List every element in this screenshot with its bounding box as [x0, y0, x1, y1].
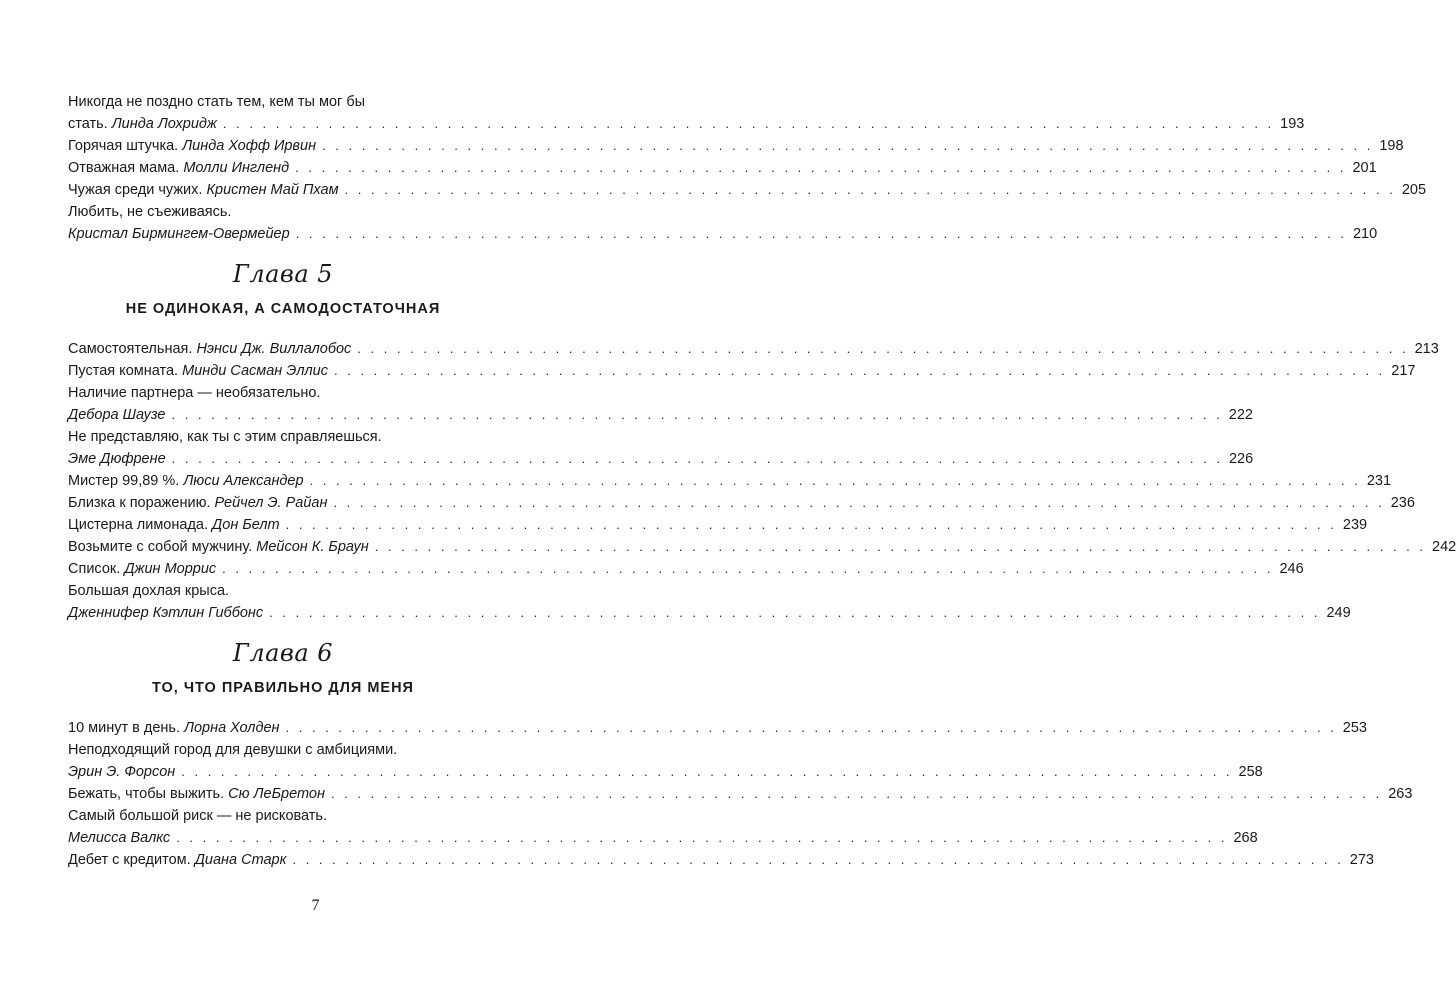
entry-title: Отважная мама.: [68, 160, 180, 176]
entry-line: [68, 492, 1415, 514]
leader-dots: . . . . . . . . . . . . . . . . . . . . . . . . . . . . . . . . . . . . . . . . . . . . . . . . . . . . . . . . . . . . . . . . . . . . . . . . . . . . . . . .: [176, 830, 1228, 845]
toc-entry: [68, 179, 1427, 201]
leader-dots: . . . . . . . . . . . . . . . . . . . . . . . . . . . . . . . . . . . . . . . . . . . . . . . . . . . . . . . . . . . . . . . . . . . . . . . . . . . . . . . .: [334, 363, 1386, 378]
entry-author: Эрин Э. Форсон: [68, 764, 176, 780]
toc-entry: [68, 783, 1413, 805]
leader-dots: . . . . . . . . . . . . . . . . . . . . . . . . . . . . . . . . . . . . . . . . . . . . . . . . . . . . . . . . . . . . . . . . . . . . . . . . . . . . . . . .: [181, 764, 1233, 779]
entry-author: Кристен Май Пхам: [206, 182, 339, 198]
entry-line: [68, 470, 1392, 492]
leader-dots: . . . . . . . . . . . . . . . . . . . . . . . . . . . . . . . . . . . . . . . . . . . . . . . . . . . . . . . . . . . . . . . . . . . . . . . . . . . . . . . .: [285, 517, 1337, 532]
entry-line: [68, 135, 1404, 157]
entry-page: 268: [1233, 830, 1258, 846]
entry-author: Линда Лохридж: [111, 116, 217, 132]
entry-title: Дебет с кредитом.: [68, 852, 191, 868]
entry-page: 226: [1228, 451, 1254, 467]
entry-line: [68, 849, 1374, 871]
entry-author: Мейсон К. Браун: [256, 539, 369, 555]
toc-entry: [68, 382, 1253, 426]
entry-author: Дебора Шаузе: [68, 407, 166, 423]
leader-dots: . . . . . . . . . . . . . . . . . . . . . . . . . . . . . . . . . . . . . . . . . . . . . . . . . . . . . . . . . . . . . . . . . . . . . . . . . . . . . . . .: [322, 138, 1374, 153]
entry-line: [68, 827, 1258, 849]
entry-line: [68, 717, 1367, 739]
entry-page: 253: [1342, 720, 1367, 736]
entry-line: [68, 113, 1305, 135]
entry-title: Горячая штучка.: [68, 138, 179, 154]
entry-author: Кристал Бирмингем-Овермейер: [68, 226, 290, 242]
entry-page: 201: [1352, 160, 1377, 176]
leader-dots: . . . . . . . . . . . . . . . . . . . . . . . . . . . . . . . . . . . . . . . . . . . . . . . . . . . . . . . . . . . . . . . . . . . . . . . . . . . . . . . .: [357, 341, 1409, 356]
entry-line: [68, 157, 1377, 179]
toc-entry: [68, 492, 1415, 514]
toc-page: [68, 91, 1456, 871]
entry-page: 198: [1379, 138, 1404, 154]
entry-page: 193: [1280, 116, 1305, 132]
entry-line: [68, 338, 1439, 360]
toc-entry: [68, 717, 1367, 739]
entry-author: Дон Белт: [212, 517, 280, 533]
leader-dots: . . . . . . . . . . . . . . . . . . . . . . . . . . . . . . . . . . . . . . . . . . . . . . . . . . . . . . . . . . . . . . . . . . . . . . . . . . . . . . . .: [344, 182, 1396, 197]
entry-page: 213: [1414, 341, 1439, 357]
entry-page: 273: [1349, 852, 1374, 868]
entry-page: 205: [1401, 182, 1427, 198]
entry-author: Нэнси Дж. Виллалобос: [196, 341, 352, 357]
leader-dots: . . . . . . . . . . . . . . . . . . . . . . . . . . . . . . . . . . . . . . . . . . . . . . . . . . . . . . . . . . . . . . . . . . . . . . . . . . . . . . . .: [285, 720, 1337, 735]
toc-entry: [68, 338, 1439, 360]
chapter-6-subtitle: ТО, ЧТО ПРАВИЛЬНО ДЛЯ МЕНЯ: [152, 680, 414, 696]
toc-entry: [68, 470, 1392, 492]
toc-entry: [68, 91, 1305, 135]
entry-title: Чужая среди чужих.: [68, 182, 203, 198]
toc-section-chapter-6: [68, 717, 1413, 871]
entry-title: Пустая комната.: [68, 363, 179, 379]
leader-dots: . . . . . . . . . . . . . . . . . . . . . . . . . . . . . . . . . . . . . . . . . . . . . . . . . . . . . . . . . . . . . . . . . . . . . . . . . . . . . . . .: [374, 539, 1427, 554]
leader-dots: . . . . . . . . . . . . . . . . . . . . . . . . . . . . . . . . . . . . . . . . . . . . . . . . . . . . . . . . . . . . . . . . . . . . . . . . . . . . . . . .: [222, 561, 1274, 576]
toc-section-top: [68, 91, 1427, 245]
entry-author: Люси Александер: [183, 473, 304, 489]
entry-page: 210: [1352, 226, 1378, 242]
entry-title: Любить, не съеживаясь.: [68, 204, 232, 220]
entry-line: [68, 602, 1351, 624]
toc-entry: [68, 514, 1368, 536]
entry-title: Не представляю, как ты с этим справляешься.: [68, 429, 382, 445]
entry-author: Джин Моррис: [124, 561, 217, 577]
entry-author: Мелисса Валкс: [68, 830, 171, 846]
chapter-5-header: [68, 259, 498, 319]
entry-title: Бежать, чтобы выжить.: [68, 786, 225, 802]
entry-line: [68, 536, 1456, 558]
entry-author: Диана Старк: [194, 852, 287, 868]
entry-page: 231: [1366, 473, 1392, 489]
entry-page: 236: [1390, 495, 1415, 511]
entry-title: Наличие партнера — необязательно.: [68, 385, 321, 401]
leader-dots: . . . . . . . . . . . . . . . . . . . . . . . . . . . . . . . . . . . . . . . . . . . . . . . . . . . . . . . . . . . . . . . . . . . . . . . . . . . . . . . .: [269, 605, 1321, 620]
entry-author: Рейчел Э. Райан: [214, 495, 328, 511]
entry-line: [68, 404, 1253, 426]
toc-section-chapter-5: [68, 338, 1456, 624]
chapter-6-heading: Глава 6: [232, 639, 334, 667]
entry-page: 222: [1228, 407, 1253, 423]
entry-title: 10 минут в день.: [68, 720, 180, 736]
entry-page: 258: [1238, 764, 1263, 780]
entry-page: 217: [1391, 363, 1416, 379]
toc-entry: [68, 135, 1404, 157]
toc-entry: [68, 558, 1304, 580]
entry-author: Сю ЛеБретон: [228, 786, 325, 802]
entry-title: Неподходящий город для девушки с амбициями.: [68, 742, 398, 758]
entry-line: [68, 761, 1263, 783]
entry-title: Большая дохлая крыса.: [68, 583, 230, 599]
toc-entry: [68, 157, 1377, 179]
entry-line: [68, 514, 1368, 536]
entry-title: Возьмите с собой мужчину.: [68, 539, 253, 555]
entry-line: [68, 360, 1416, 382]
leader-dots: . . . . . . . . . . . . . . . . . . . . . . . . . . . . . . . . . . . . . . . . . . . . . . . . . . . . . . . . . . . . . . . . . . . . . . . . . . . . . . . .: [295, 160, 1347, 175]
chapter-5-heading: Глава 5: [232, 260, 334, 288]
leader-dots: . . . . . . . . . . . . . . . . . . . . . . . . . . . . . . . . . . . . . . . . . . . . . . . . . . . . . . . . . . . . . . . . . . . . . . . . . . . . . . . .: [333, 495, 1385, 510]
entry-page: 246: [1279, 561, 1304, 577]
entry-page: 242: [1432, 539, 1456, 555]
entry-title: Список.: [68, 561, 121, 577]
entry-title: Никогда не поздно стать тем, кем ты мог бы: [68, 94, 366, 110]
toc-entry: [68, 739, 1263, 783]
leader-dots: . . . . . . . . . . . . . . . . . . . . . . . . . . . . . . . . . . . . . . . . . . . . . . . . . . . . . . . . . . . . . . . . . . . . . . . . . . . . . . . .: [292, 852, 1344, 867]
chapter-5-subtitle: НЕ ОДИНОКАЯ, А САМОДОСТАТОЧНАЯ: [125, 301, 441, 317]
entry-title: Близка к поражению.: [68, 495, 211, 511]
entry-line: [68, 223, 1378, 245]
toc-entry: [68, 426, 1254, 470]
toc-entry: [68, 360, 1416, 382]
entry-title: Мистер 99,89 %.: [68, 473, 180, 489]
entry-author: Линда Хофф Ирвин: [182, 138, 317, 154]
entry-author: Лорна Холден: [184, 720, 280, 736]
entry-line: [68, 558, 1304, 580]
entry-page: 249: [1326, 605, 1351, 621]
entry-page: 239: [1342, 517, 1368, 533]
chapter-6-header: [68, 638, 498, 698]
entry-author: Дженнифер Кэтлин Гиббонс: [68, 605, 264, 621]
entry-line: [68, 179, 1427, 201]
entry-author: Эме Дюфрене: [68, 451, 166, 467]
toc-entry: [68, 849, 1374, 871]
entry-title: Самостоятельная.: [68, 341, 193, 357]
entry-author: Молли Ингленд: [183, 160, 290, 176]
toc-entry: [68, 805, 1258, 849]
leader-dots: . . . . . . . . . . . . . . . . . . . . . . . . . . . . . . . . . . . . . . . . . . . . . . . . . . . . . . . . . . . . . . . . . . . . . . . . . . . . . . . .: [295, 226, 1347, 241]
entry-page: 263: [1388, 786, 1413, 802]
leader-dots: . . . . . . . . . . . . . . . . . . . . . . . . . . . . . . . . . . . . . . . . . . . . . . . . . . . . . . . . . . . . . . . . . . . . . . . . . . . . . . . .: [171, 451, 1223, 466]
leader-dots: . . . . . . . . . . . . . . . . . . . . . . . . . . . . . . . . . . . . . . . . . . . . . . . . . . . . . . . . . . . . . . . . . . . . . . . . . . . . . . . .: [309, 473, 1361, 488]
toc-entry: [68, 580, 1351, 624]
entry-title: стать.: [68, 116, 108, 132]
leader-dots: . . . . . . . . . . . . . . . . . . . . . . . . . . . . . . . . . . . . . . . . . . . . . . . . . . . . . . . . . . . . . . . . . . . . . . . . . . . . . . . .: [222, 116, 1275, 131]
toc-entry: [68, 201, 1378, 245]
toc-entry: [68, 536, 1456, 558]
entry-title: Самый большой риск — не рисковать.: [68, 808, 328, 824]
entry-title: Цистерна лимонада.: [68, 517, 209, 533]
entry-line: [68, 783, 1413, 805]
leader-dots: . . . . . . . . . . . . . . . . . . . . . . . . . . . . . . . . . . . . . . . . . . . . . . . . . . . . . . . . . . . . . . . . . . . . . . . . . . . . . . . .: [330, 786, 1383, 801]
entry-line: [68, 448, 1254, 470]
page-number: 7: [311, 897, 320, 914]
leader-dots: . . . . . . . . . . . . . . . . . . . . . . . . . . . . . . . . . . . . . . . . . . . . . . . . . . . . . . . . . . . . . . . . . . . . . . . . . . . . . . . .: [171, 407, 1223, 422]
entry-author: Минди Сасман Эллис: [182, 363, 328, 379]
